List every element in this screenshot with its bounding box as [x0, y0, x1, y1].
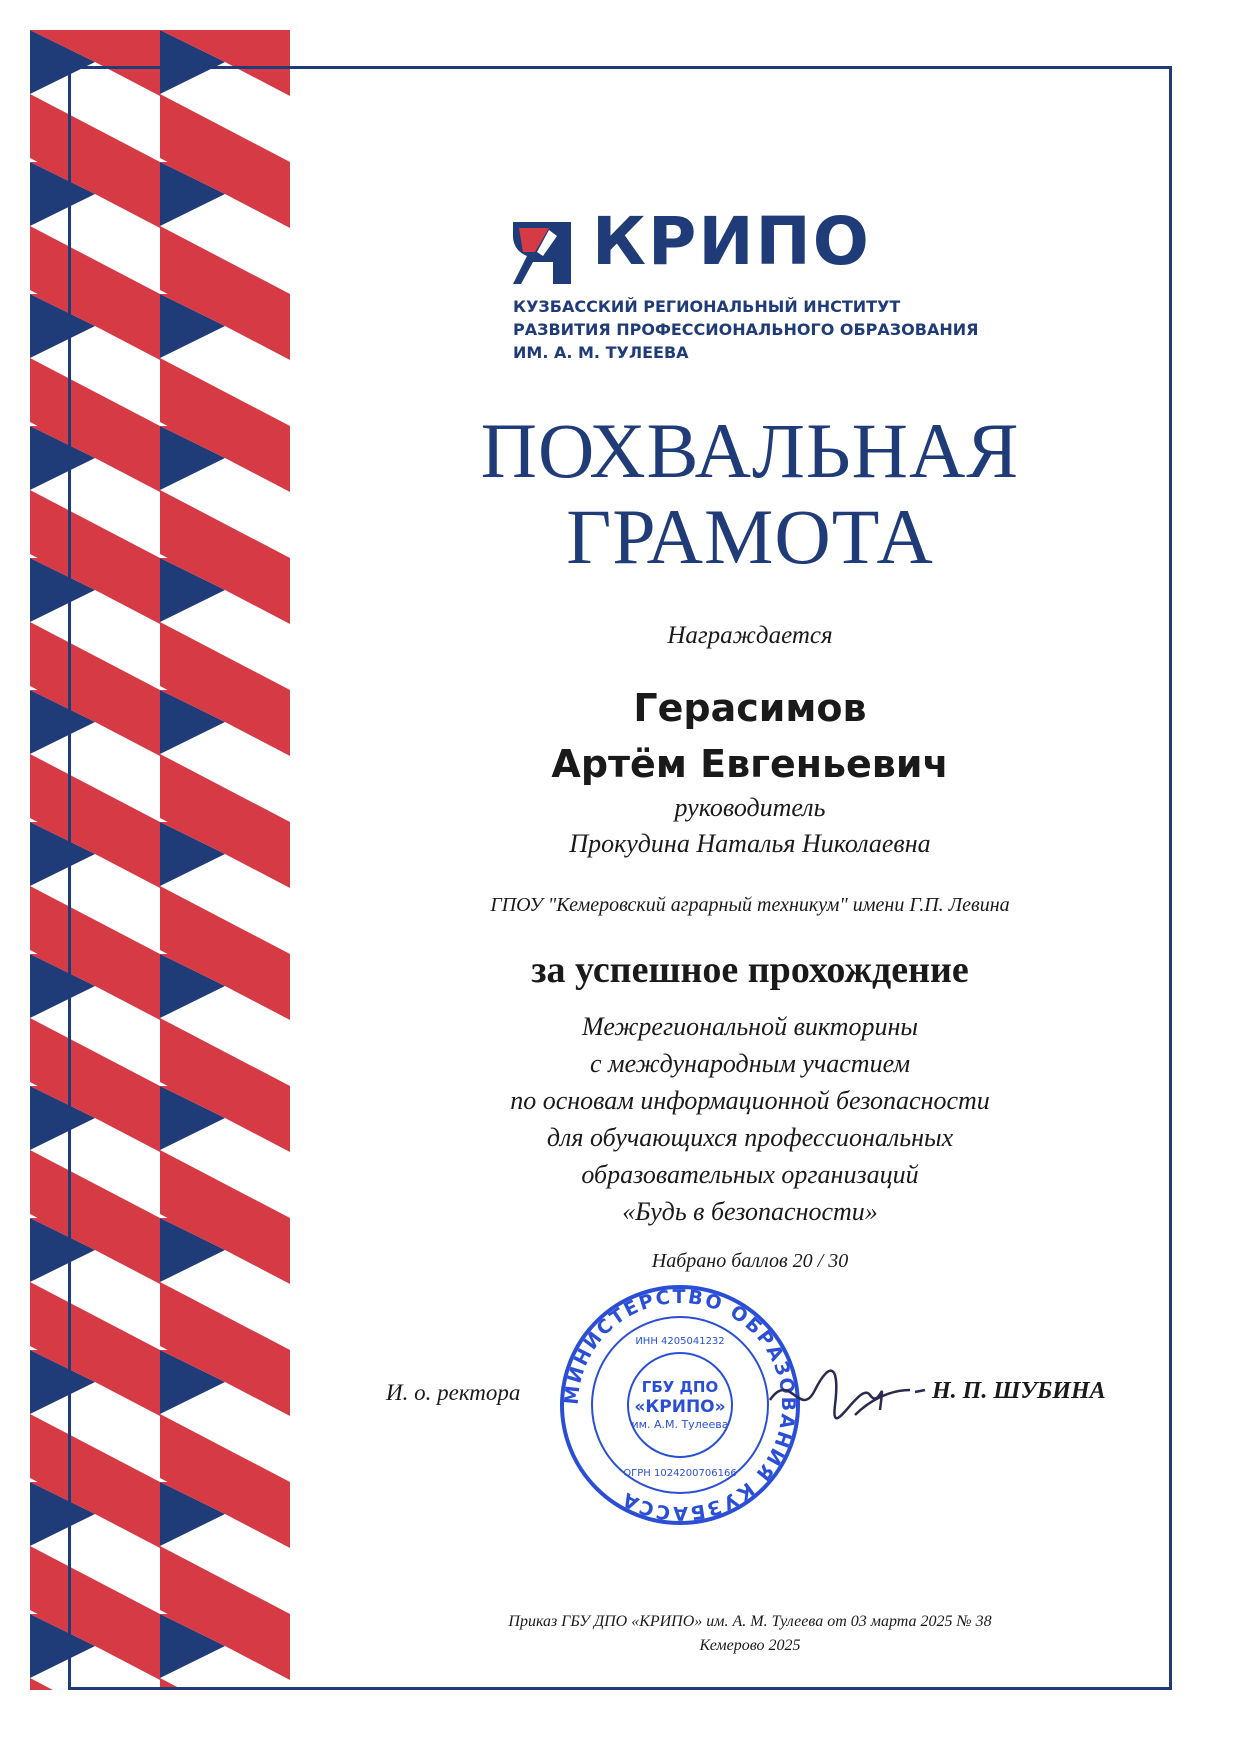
handwritten-signature	[760, 1360, 930, 1430]
leader-block	[380, 790, 1120, 862]
stamp-center-line-3: им. А.М. Тулеева	[631, 1418, 729, 1431]
order-line: Приказ ГБУ ДПО «КРИПО» им. А. М. Тулеева от 03 марта 2025 № 38	[508, 1613, 992, 1630]
organization: ГПОУ "Кемеровский аграрный техникум" имени Г.П. Левина	[490, 894, 1010, 916]
kripo-logo-icon	[513, 222, 585, 284]
stamp-ogrn: ОГРН 1024200706166	[623, 1468, 737, 1479]
order-info	[380, 1610, 1120, 1658]
city-year: Кемерово 2025	[699, 1637, 801, 1654]
signatory-name: Н. П. ШУБИНА	[932, 1378, 1106, 1404]
leader-name: Прокудина Наталья Николаевна	[569, 829, 931, 858]
logo-subtitle: КУЗБАССКИЙ РЕГИОНАЛЬНЫЙ ИНСТИТУТ РАЗВИТИЯ ПРОФЕССИОНАЛЬНОГО ОБРАЗОВАНИЯ ИМ. А. М. ТУЛЕЕВА	[513, 297, 979, 362]
event-description: Межрегиональной викторины с международным участием по основам информационной безопасности для обучающихся профессиональных образовательных организаций «Будь в безопасности»	[510, 1012, 990, 1226]
score-text: Набрано баллов 20 / 30	[651, 1250, 849, 1272]
stamp-inn: ИНН 4205041232	[635, 1336, 725, 1347]
stamp-center-line-2: «КРИПО»	[634, 1397, 726, 1417]
for-label: за успешное прохождение	[531, 949, 969, 991]
awarded-label: Награждается	[667, 622, 833, 649]
stamp-center-line-1: ГБУ ДПО	[641, 1378, 719, 1396]
kripo-logo	[510, 203, 990, 362]
logo-wordmark: КРИПО	[592, 203, 871, 280]
stamp-outer-text: МИНИСТЕРСТВО ОБРАЗОВАНИЯ КУЗБАССА	[560, 1285, 800, 1525]
certificate-title: ПОХВАЛЬНАЯ ГРАМОТА	[480, 407, 1020, 580]
leader-label: руководитель	[674, 793, 826, 822]
signatory-role: И. о. ректора	[386, 1380, 521, 1405]
recipient-name: Герасимов Артём Евгеньевич	[551, 686, 949, 786]
